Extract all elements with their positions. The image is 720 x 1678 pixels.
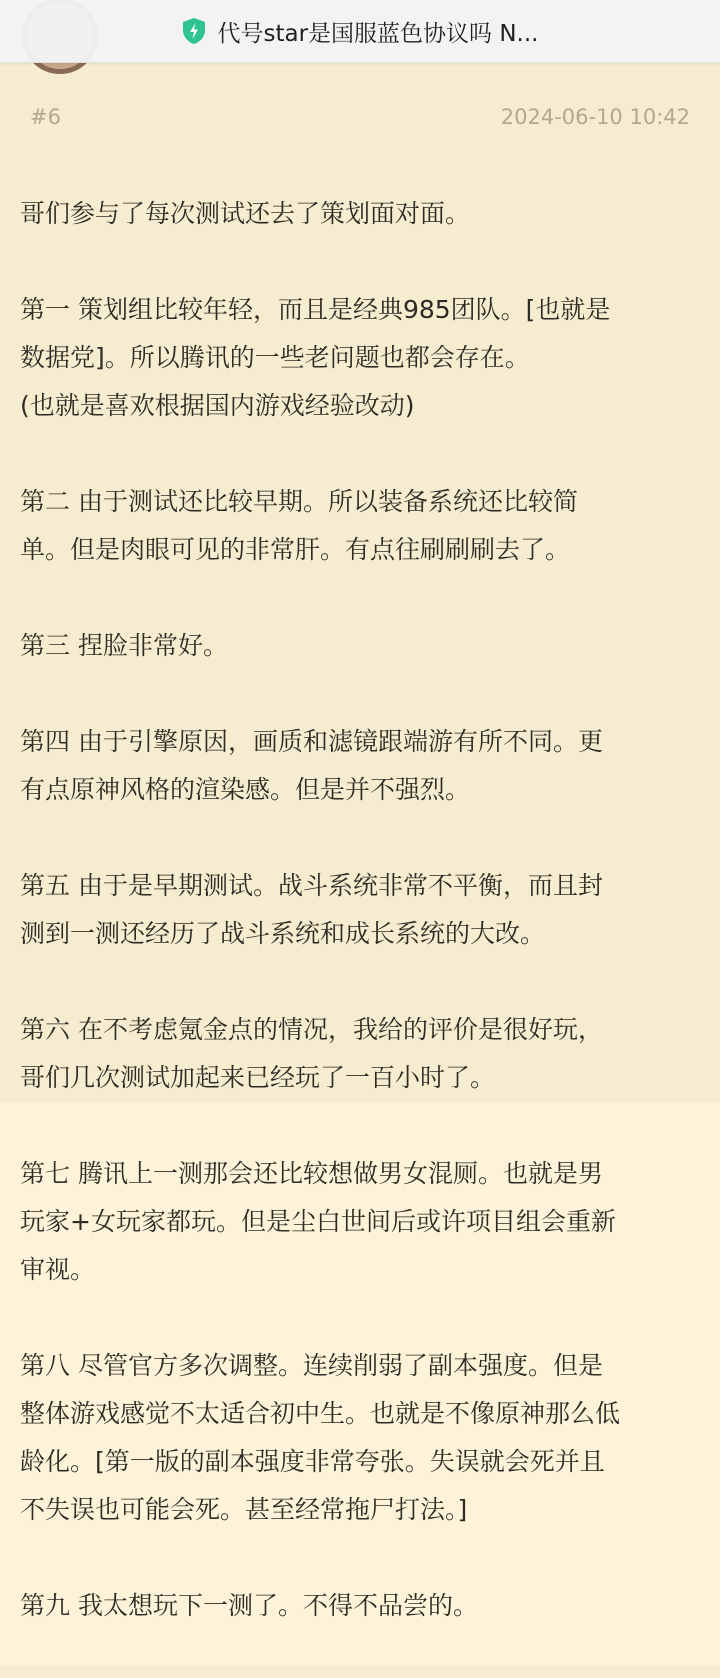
post-paragraph bbox=[20, 1582, 700, 1630]
post-text-line: 第二 由于测试还比较早期。所以装备系统还比较简 bbox=[20, 487, 578, 516]
post-text-line: 单。但是肉眼可见的非常肝。有点往刷刷刷去了。 bbox=[20, 535, 571, 564]
post-paragraph bbox=[20, 1006, 700, 1102]
post-text-line: 玩家+女玩家都玩。但是尘白世间后或许项目组会重新 bbox=[20, 1207, 616, 1236]
page-title: 代号star是国服蓝色协议吗 N... bbox=[217, 20, 539, 47]
post-paragraph bbox=[20, 286, 700, 430]
post-timestamp: 2024-06-10 10:42 bbox=[500, 105, 690, 129]
post-text-line: 不失误也可能会死。甚至经常拖尸打法。] bbox=[20, 1495, 468, 1524]
post-paragraph bbox=[20, 862, 700, 958]
address-bar[interactable] bbox=[0, 0, 720, 63]
post-text-line: 龄化。[第一版的副本强度非常夸张。失误就会死并且 bbox=[20, 1447, 605, 1476]
post-paragraph bbox=[20, 478, 700, 574]
post-text-line: 整体游戏感觉不太适合初中生。也就是不像原神那么低 bbox=[20, 1399, 621, 1428]
post-text-line: 审视。 bbox=[20, 1255, 96, 1284]
post-text-line: 第八 尽管官方多次调整。连续削弱了副本强度。但是 bbox=[20, 1351, 603, 1380]
post-text-line: 第七 腾讯上一测那会还比较想做男女混厕。也就是男 bbox=[20, 1159, 603, 1188]
post-paragraph bbox=[20, 622, 700, 670]
post-paragraph bbox=[20, 1150, 700, 1294]
post-text-line: 哥们参与了每次测试还去了策划面对面。 bbox=[20, 199, 471, 228]
post-text-line: 测到一测还经历了战斗系统和成长系统的大改。 bbox=[20, 919, 546, 948]
post-text-line: (也就是喜欢根据国内游戏经验改动) bbox=[20, 391, 415, 420]
post-text-line: 第四 由于引擎原因，画质和滤镜跟端游有所不同。更 bbox=[20, 727, 603, 756]
post-text-line: 第九 我太想玩下一测了。不得不品尝的。 bbox=[20, 1591, 478, 1620]
shield-icon bbox=[181, 17, 207, 45]
post-text-line: 第五 由于是早期测试。战斗系统非常不平衡，而且封 bbox=[20, 871, 603, 900]
post-text-line: 第三 捏脸非常好。 bbox=[20, 631, 228, 660]
post-text-line: 第一 策划组比较年轻，而且是经典985团队。[也就是 bbox=[20, 295, 611, 324]
post-text-line: 哥们几次测试加起来已经玩了一百小时了。 bbox=[20, 1063, 496, 1092]
floor-number: #6 bbox=[30, 105, 61, 129]
post-paragraph bbox=[20, 718, 700, 814]
post-text-line: 第六 在不考虑氪金点的情况，我给的评价是很好玩， bbox=[20, 1015, 603, 1044]
post-text-line: 有点原神风格的渲染感。但是并不强烈。 bbox=[20, 775, 471, 804]
post-content bbox=[20, 190, 700, 1678]
post-text-line: 数据党]。所以腾讯的一些老问题也都会存在。 bbox=[20, 343, 530, 372]
post-paragraph bbox=[20, 190, 700, 238]
post-paragraph bbox=[20, 1342, 700, 1534]
